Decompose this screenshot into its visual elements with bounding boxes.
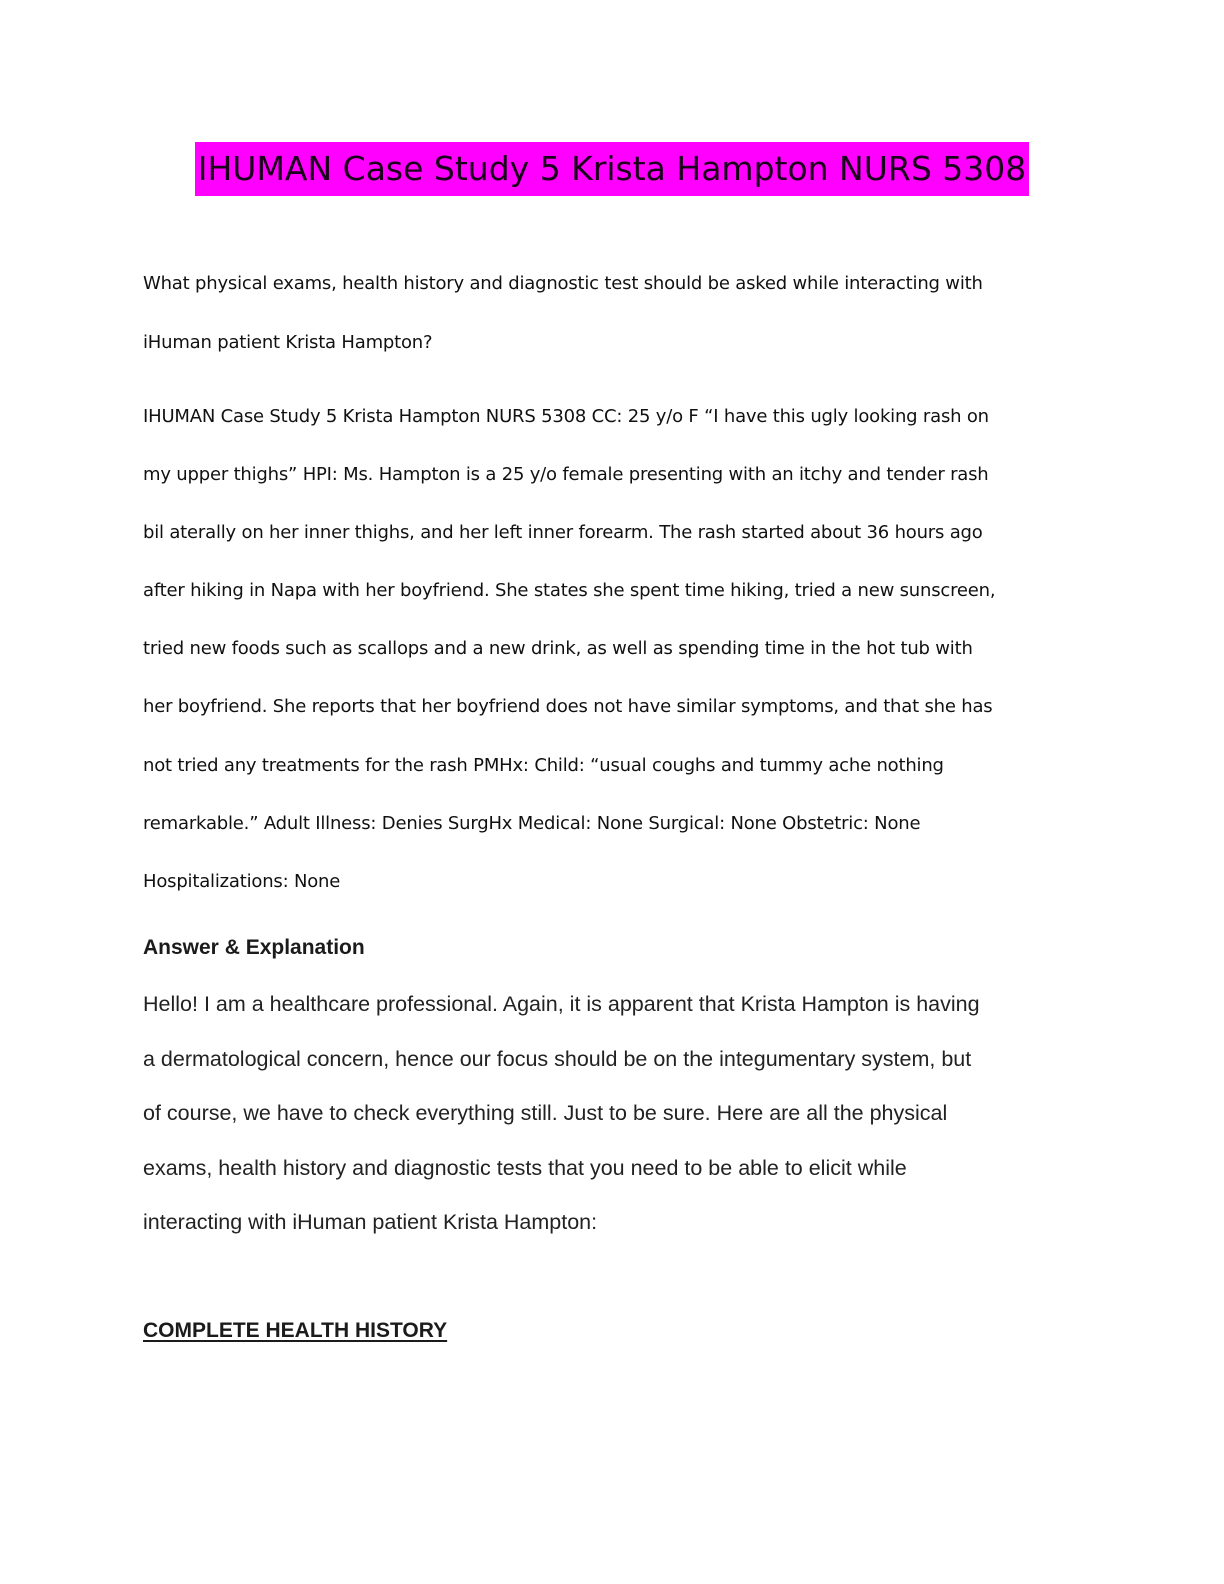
- case-line: after hiking in Napa with her boyfriend. She states she spent time hiking, tried a new sunscreen,: [143, 580, 996, 602]
- question-line: iHuman patient Krista Hampton?: [143, 331, 433, 353]
- document-title: IHUMAN Case Study 5 Krista Hampton NURS 5308: [195, 142, 1030, 196]
- case-line: bil aterally on her inner thighs, and her left inner forearm. The rash started about 36 hours ago: [143, 522, 983, 544]
- case-paragraph: [143, 388, 1083, 911]
- case-line: her boyfriend. She reports that her boyfriend does not have similar symptoms, and that she has: [143, 696, 993, 718]
- answer-line: a dermatological concern, hence our focus should be on the integumentary system, but: [143, 1046, 972, 1071]
- case-line: my upper thighs” HPI: Ms. Hampton is a 25 y/o female presenting with an itchy and tender rash: [143, 464, 989, 486]
- title-container: [0, 142, 1224, 196]
- answer-line: interacting with iHuman patient Krista Hampton:: [143, 1210, 598, 1234]
- question-paragraph: [143, 255, 1083, 372]
- answer-line: Hello! I am a healthcare professional. Again, it is apparent that Krista Hampton is having: [143, 992, 980, 1016]
- answer-line: of course, we have to check everything still. Just to be sure. Here are all the physical: [143, 1101, 948, 1125]
- case-line: not tried any treatments for the rash PMHx: Child: “usual coughs and tummy ache nothing: [143, 754, 944, 776]
- question-line: What physical exams, health history and diagnostic test should be asked while interacting with: [143, 273, 983, 294]
- answer-line: exams, health history and diagnostic tests that you need to be able to elicit while: [143, 1155, 907, 1180]
- case-line: IHUMAN Case Study 5 Krista Hampton NURS 5308 CC: 25 y/o F “I have this ugly looking rash on: [143, 406, 989, 427]
- answer-paragraph: [143, 977, 1083, 1250]
- case-line: tried new foods such as scallops and a new drink, as well as spending time in the hot tub with: [143, 638, 973, 660]
- case-line: remarkable.” Adult Illness: Denies SurgHx Medical: None Surgical: None Obstetric: None: [143, 812, 921, 834]
- answer-heading: Answer & Explanation: [143, 936, 365, 959]
- section-heading-health-history: COMPLETE HEALTH HISTORY: [143, 1319, 448, 1342]
- case-line: Hospitalizations: None: [143, 870, 341, 892]
